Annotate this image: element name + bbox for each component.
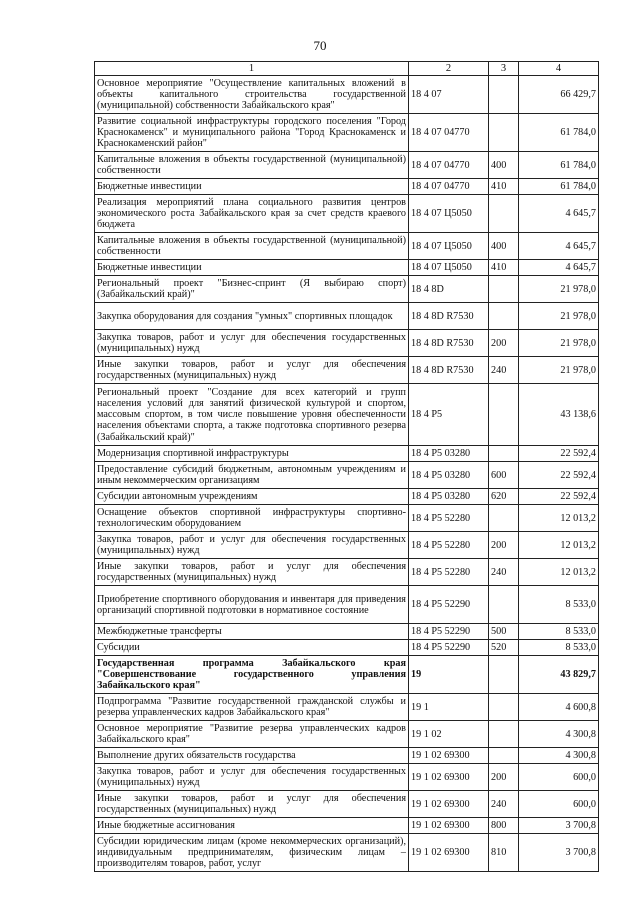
row-code-cell: 19 (409, 656, 489, 694)
table-row (95, 791, 599, 818)
table-row (95, 303, 599, 330)
column-header: 4 (519, 62, 599, 76)
row-code-cell: 18 4 8D R7530 (409, 357, 489, 384)
row-code-cell: 18 4 8D R7530 (409, 330, 489, 357)
row-expense-type-cell: 520 (489, 640, 519, 656)
row-code-cell: 18 4 07 Ц5050 (409, 233, 489, 260)
row-expense-type-cell (489, 748, 519, 764)
row-code-cell: 18 4 P5 52290 (409, 624, 489, 640)
row-name-cell: Субсидии юридическим лицам (кроме некоммерческих организаций), индивидуальным предпринимателям, физическим лицам – производителям товаров, работ, услуг (95, 834, 409, 872)
table-row (95, 114, 599, 152)
row-code-cell: 18 4 P5 52290 (409, 586, 489, 624)
row-name-cell: Иные закупки товаров, работ и услуг для обеспечения государственных (муниципальных) нужд (95, 791, 409, 818)
row-name-cell: Развитие социальной инфраструктуры городского поселения "Город Краснокаменск" и муниципального района "Город Краснокаменск и Краснокаменский район" (95, 114, 409, 152)
row-name-cell: Закупка товаров, работ и услуг для обеспечения государственных (муниципальных) нужд (95, 532, 409, 559)
row-amount-cell: 3 700,8 (519, 834, 599, 872)
row-name-cell: Межбюджетные трансферты (95, 624, 409, 640)
row-name-cell: Основное мероприятие "Развитие резерва управленческих кадров Забайкальского края" (95, 721, 409, 748)
row-code-cell: 19 1 02 69300 (409, 748, 489, 764)
row-name-cell: Иные закупки товаров, работ и услуг для обеспечения государственных (муниципальных) нужд (95, 559, 409, 586)
row-code-cell: 18 4 P5 52280 (409, 559, 489, 586)
row-code-cell: 18 4 07 Ц5050 (409, 195, 489, 233)
table-row (95, 233, 599, 260)
row-amount-cell: 21 978,0 (519, 276, 599, 303)
table-row (95, 260, 599, 276)
column-header: 1 (95, 62, 409, 76)
row-code-cell: 18 4 07 04770 (409, 114, 489, 152)
row-expense-type-cell (489, 694, 519, 721)
table-row (95, 532, 599, 559)
table-row (95, 721, 599, 748)
row-name-cell: Государственная программа Забайкальского края "Совершенствование государственного управления Забайкальского края" (95, 656, 409, 694)
row-name-cell: Основное мероприятие "Осуществление капитальных вложений в объекты капитального строительства государственной (муниципальной) собственности Забайкальского края" (95, 76, 409, 114)
row-amount-cell: 12 013,2 (519, 532, 599, 559)
row-expense-type-cell: 240 (489, 357, 519, 384)
table-row (95, 330, 599, 357)
table-row (95, 640, 599, 656)
row-code-cell: 19 1 (409, 694, 489, 721)
table-row (95, 559, 599, 586)
row-code-cell: 18 4 P5 (409, 384, 489, 446)
row-code-cell: 18 4 8D R7530 (409, 303, 489, 330)
row-code-cell: 19 1 02 69300 (409, 834, 489, 872)
row-amount-cell: 22 592,4 (519, 462, 599, 489)
row-name-cell: Закупка оборудования для создания "умных" спортивных площадок (95, 303, 409, 330)
table-row (95, 195, 599, 233)
row-code-cell: 19 1 02 (409, 721, 489, 748)
row-code-cell: 18 4 07 04770 (409, 179, 489, 195)
table-row (95, 357, 599, 384)
page-number: 70 (313, 38, 327, 53)
table-row (95, 446, 599, 462)
row-expense-type-cell: 200 (489, 764, 519, 791)
row-expense-type-cell: 400 (489, 233, 519, 260)
row-amount-cell: 600,0 (519, 764, 599, 791)
row-amount-cell: 43 829,7 (519, 656, 599, 694)
row-name-cell: Подпрограмма "Развитие государственной гражданской службы и резерва управленческих кадров Забайкальского края" (95, 694, 409, 721)
table-row (95, 76, 599, 114)
table-row (95, 462, 599, 489)
row-amount-cell: 8 533,0 (519, 624, 599, 640)
row-name-cell: Региональный проект "Создание для всех категорий и групп населения условий для занятий физической культурой и спортом, массовым спортом, в том числе повышение уровня обеспеченности населения объектами спорта, а также подготовка спортивного резерва (Забайкальский край)" (95, 384, 409, 446)
row-amount-cell: 12 013,2 (519, 505, 599, 532)
budget-table (94, 61, 599, 872)
row-amount-cell: 8 533,0 (519, 586, 599, 624)
row-name-cell: Выполнение других обязательств государства (95, 748, 409, 764)
row-amount-cell: 21 978,0 (519, 330, 599, 357)
table-row (95, 748, 599, 764)
row-name-cell: Реализация мероприятий плана социального развития центров экономического роста Забайкальского края за счет средств краевого бюджета (95, 195, 409, 233)
row-expense-type-cell: 240 (489, 559, 519, 586)
row-name-cell: Приобретение спортивного оборудования и инвентаря для приведения организаций спортивной подготовки в нормативное состояние (95, 586, 409, 624)
row-expense-type-cell: 200 (489, 330, 519, 357)
budget-table-body (95, 62, 599, 872)
row-name-cell: Иные закупки товаров, работ и услуг для обеспечения государственных (муниципальных) нужд (95, 357, 409, 384)
row-amount-cell: 4 645,7 (519, 260, 599, 276)
row-amount-cell: 61 784,0 (519, 179, 599, 195)
row-name-cell: Субсидии автономным учреждениям (95, 489, 409, 505)
row-expense-type-cell: 400 (489, 152, 519, 179)
row-amount-cell: 22 592,4 (519, 489, 599, 505)
row-expense-type-cell (489, 195, 519, 233)
row-expense-type-cell (489, 384, 519, 446)
row-code-cell: 18 4 07 04770 (409, 152, 489, 179)
row-expense-type-cell (489, 446, 519, 462)
table-row (95, 276, 599, 303)
column-header: 2 (409, 62, 489, 76)
table-row (95, 489, 599, 505)
row-name-cell: Модернизация спортивной инфраструктуры (95, 446, 409, 462)
row-expense-type-cell (489, 276, 519, 303)
row-code-cell: 18 4 P5 03280 (409, 462, 489, 489)
row-name-cell: Предоставление субсидий бюджетным, автономным учреждениям и иным некоммерческим организациям (95, 462, 409, 489)
row-amount-cell: 4 600,8 (519, 694, 599, 721)
row-amount-cell: 600,0 (519, 791, 599, 818)
row-code-cell: 18 4 8D (409, 276, 489, 303)
row-name-cell: Капитальные вложения в объекты государственной (муниципальной) собственности (95, 233, 409, 260)
table-row (95, 694, 599, 721)
row-expense-type-cell: 240 (489, 791, 519, 818)
row-name-cell: Закупка товаров, работ и услуг для обеспечения государственных (муниципальных) нужд (95, 764, 409, 791)
table-header-row (95, 62, 599, 76)
row-expense-type-cell (489, 656, 519, 694)
row-expense-type-cell (489, 586, 519, 624)
table-row (95, 834, 599, 872)
row-amount-cell: 43 138,6 (519, 384, 599, 446)
row-amount-cell: 21 978,0 (519, 303, 599, 330)
row-code-cell: 19 1 02 69300 (409, 791, 489, 818)
row-name-cell: Иные бюджетные ассигнования (95, 818, 409, 834)
row-code-cell: 18 4 P5 52280 (409, 532, 489, 559)
row-expense-type-cell: 410 (489, 260, 519, 276)
row-code-cell: 19 1 02 69300 (409, 818, 489, 834)
row-name-cell: Субсидии (95, 640, 409, 656)
table-row (95, 505, 599, 532)
row-amount-cell: 8 533,0 (519, 640, 599, 656)
table-row (95, 179, 599, 195)
row-name-cell: Бюджетные инвестиции (95, 179, 409, 195)
row-amount-cell: 66 429,7 (519, 76, 599, 114)
row-name-cell: Капитальные вложения в объекты государственной (муниципальной) собственности (95, 152, 409, 179)
row-code-cell: 18 4 P5 03280 (409, 489, 489, 505)
row-expense-type-cell: 200 (489, 532, 519, 559)
row-expense-type-cell (489, 505, 519, 532)
table-row (95, 764, 599, 791)
row-expense-type-cell (489, 303, 519, 330)
row-amount-cell: 61 784,0 (519, 114, 599, 152)
row-name-cell: Региональный проект "Бизнес-спринт (Я выбираю спорт) (Забайкальский край)" (95, 276, 409, 303)
table-row (95, 624, 599, 640)
row-code-cell: 18 4 P5 52280 (409, 505, 489, 532)
row-expense-type-cell: 620 (489, 489, 519, 505)
row-code-cell: 18 4 07 (409, 76, 489, 114)
row-code-cell: 18 4 07 Ц5050 (409, 260, 489, 276)
row-code-cell: 18 4 P5 03280 (409, 446, 489, 462)
row-expense-type-cell: 600 (489, 462, 519, 489)
row-name-cell: Закупка товаров, работ и услуг для обеспечения государственных (муниципальных) нужд (95, 330, 409, 357)
row-expense-type-cell: 410 (489, 179, 519, 195)
row-amount-cell: 4 645,7 (519, 195, 599, 233)
table-row (95, 586, 599, 624)
row-amount-cell: 4 300,8 (519, 721, 599, 748)
column-header: 3 (489, 62, 519, 76)
row-code-cell: 19 1 02 69300 (409, 764, 489, 791)
table-row (95, 152, 599, 179)
table-row (95, 656, 599, 694)
row-expense-type-cell (489, 76, 519, 114)
row-amount-cell: 21 978,0 (519, 357, 599, 384)
row-amount-cell: 22 592,4 (519, 446, 599, 462)
row-amount-cell: 4 645,7 (519, 233, 599, 260)
row-amount-cell: 4 300,8 (519, 748, 599, 764)
row-expense-type-cell: 500 (489, 624, 519, 640)
row-amount-cell: 61 784,0 (519, 152, 599, 179)
row-amount-cell: 3 700,8 (519, 818, 599, 834)
row-amount-cell: 12 013,2 (519, 559, 599, 586)
row-code-cell: 18 4 P5 52290 (409, 640, 489, 656)
row-expense-type-cell: 810 (489, 834, 519, 872)
row-expense-type-cell (489, 114, 519, 152)
row-expense-type-cell: 800 (489, 818, 519, 834)
table-row (95, 384, 599, 446)
row-name-cell: Бюджетные инвестиции (95, 260, 409, 276)
table-row (95, 818, 599, 834)
row-name-cell: Оснащение объектов спортивной инфраструктуры спортивно-технологическим оборудованием (95, 505, 409, 532)
row-expense-type-cell (489, 721, 519, 748)
